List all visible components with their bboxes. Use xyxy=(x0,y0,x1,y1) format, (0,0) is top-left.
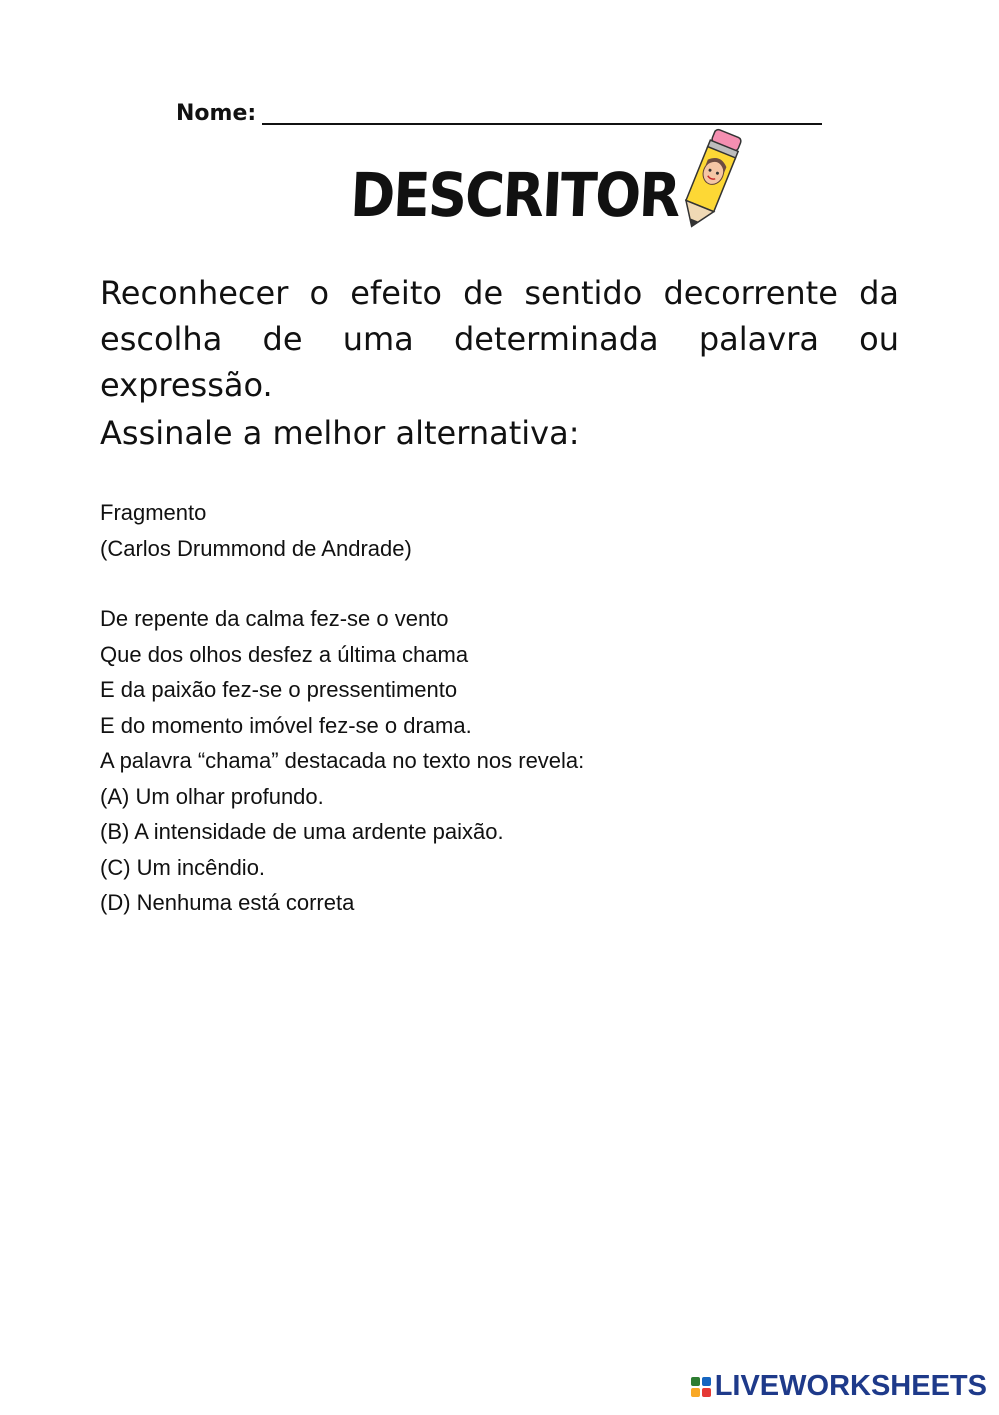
poem-verse: E do momento imóvel fez-se o drama. xyxy=(100,712,472,738)
pencil-character-icon xyxy=(670,126,750,236)
poem-header xyxy=(100,495,412,566)
page-title: DESCRITOR xyxy=(348,159,681,231)
liveworksheets-logo xyxy=(691,1370,987,1403)
instruction-text: Assinale a melhor alternativa: xyxy=(100,414,580,452)
brand-name: LIVEWORKSHEETS xyxy=(714,1370,987,1402)
poem-verse: De repente da calma fez-se o vento xyxy=(100,606,449,631)
liveworksheets-mark-icon xyxy=(691,1377,711,1397)
name-field-row xyxy=(176,100,822,128)
poem-verse: Que dos olhos desfez a última chama xyxy=(100,641,469,667)
option-c[interactable]: (C) Um incêndio. xyxy=(100,854,266,880)
option-b[interactable]: (B) A intensidade de uma ardente paixão. xyxy=(100,819,504,844)
question-prompt: A palavra “chama” destacada no texto nos revela: xyxy=(100,748,585,773)
title-block xyxy=(348,148,742,238)
descriptor-text: Reconhecer o efeito de sentido decorrente da escolha de uma determinada palavra ou expressão. xyxy=(100,274,899,404)
poem-and-question xyxy=(100,601,584,921)
name-label: Nome: xyxy=(176,101,257,126)
answer-options xyxy=(100,779,584,921)
poem-title: Fragmento xyxy=(100,500,207,525)
poem-author: (Carlos Drummond de Andrade) xyxy=(100,535,412,561)
option-a[interactable]: (A) Um olhar profundo. xyxy=(100,783,324,809)
poem-verse: E da paixão fez-se o pressentimento xyxy=(100,677,458,702)
name-blank-line[interactable] xyxy=(262,123,822,125)
option-d[interactable]: (D) Nenhuma está correta xyxy=(100,890,355,915)
